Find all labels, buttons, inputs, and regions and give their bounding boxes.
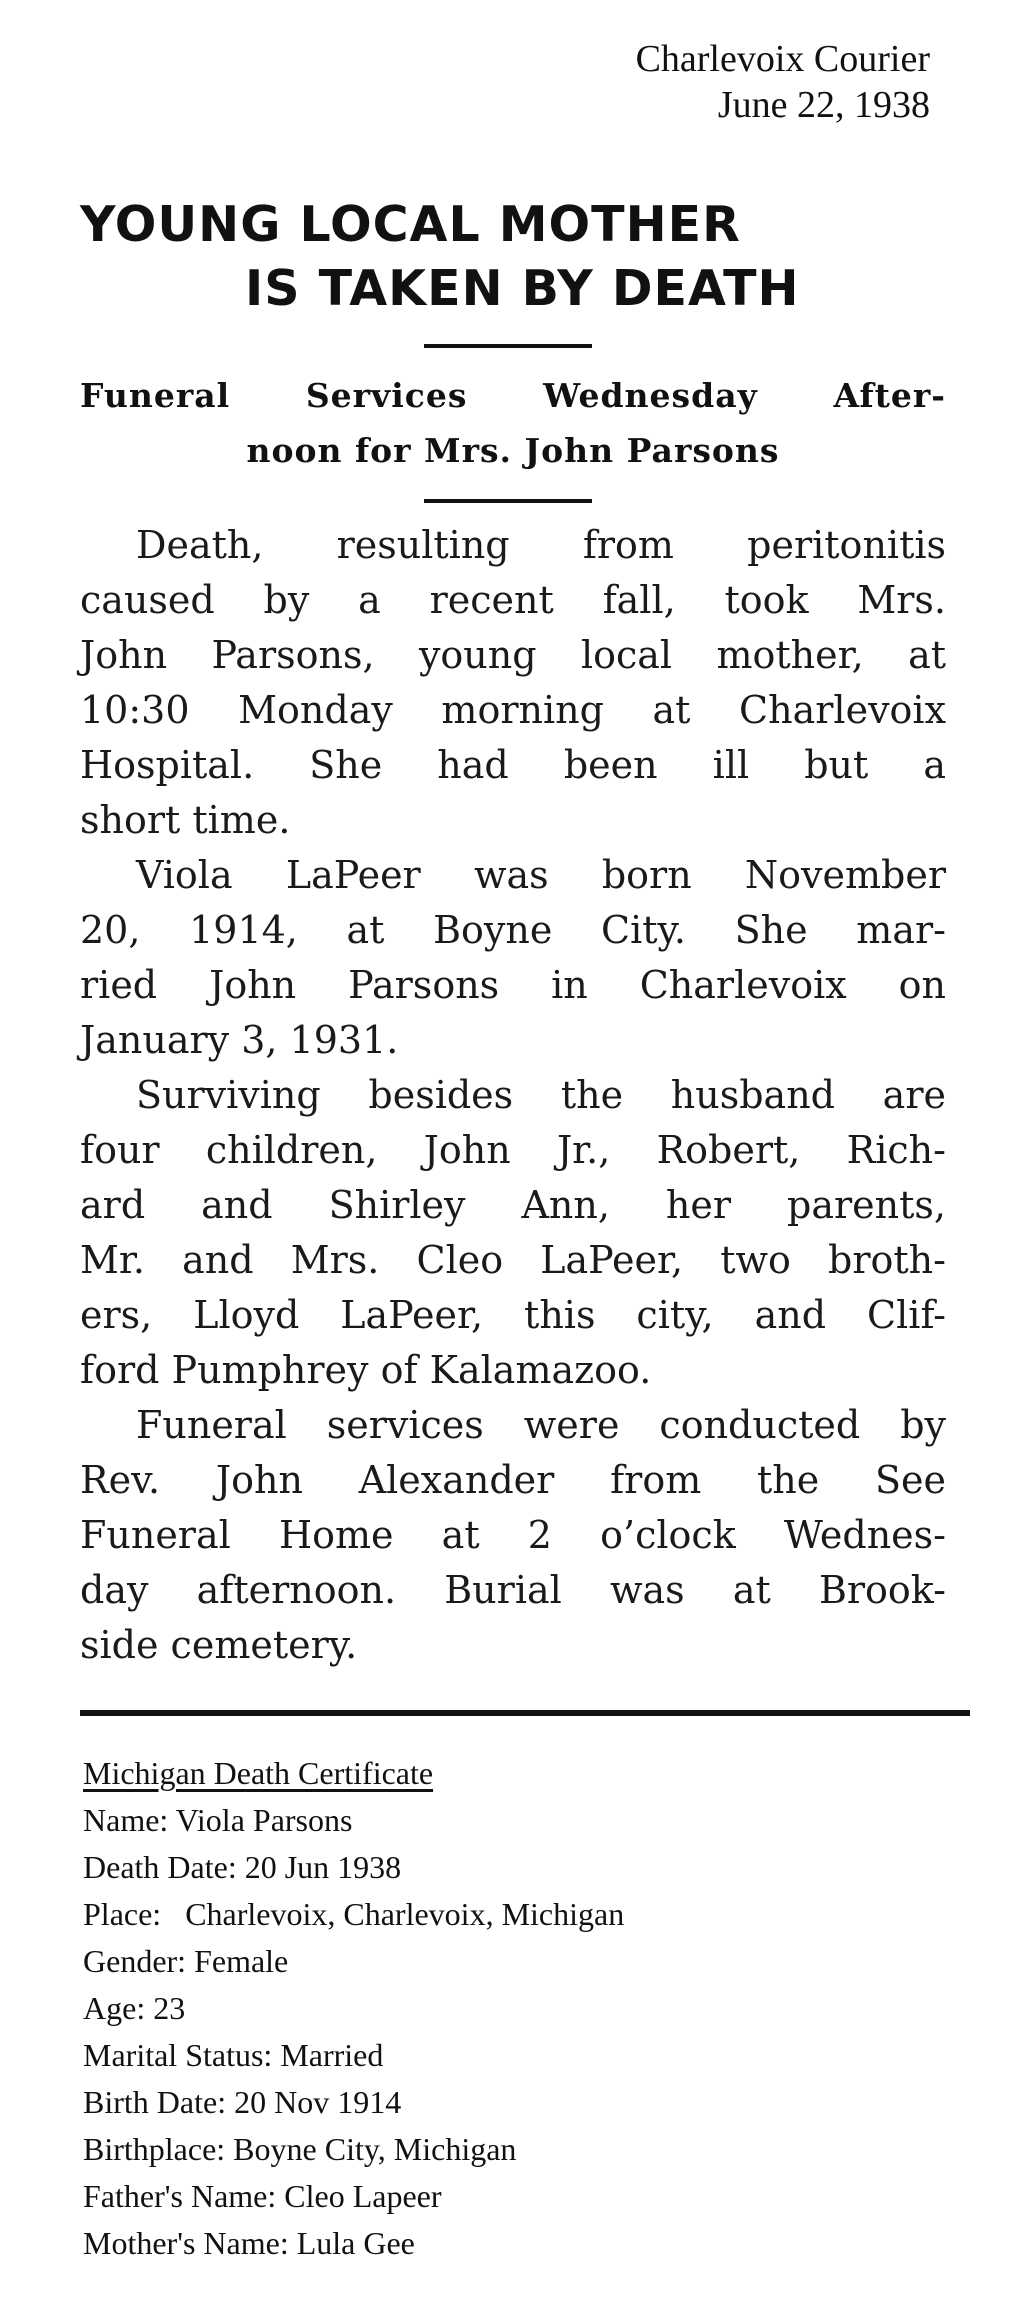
article-line: ard and Shirley Ann, her parents, (80, 1183, 946, 1227)
certificate-marital-status: Marital Status: Married (83, 2037, 384, 2073)
certificate-mother-name: Mother's Name: Lula Gee (83, 2225, 415, 2261)
subheadline-divider (424, 499, 592, 503)
article-line: Viola LaPeer was born November (136, 853, 946, 897)
article-line: side cemetery. (80, 1623, 358, 1667)
article-line: January 3, 1931. (80, 1018, 399, 1062)
article-body (80, 518, 946, 1673)
source-citation (636, 36, 930, 128)
article-paragraph (80, 518, 946, 848)
article-line: 20, 1914, at Boyne City. She mar- (80, 908, 946, 952)
certificate-gender: Gender: Female (83, 1943, 289, 1979)
article-line: ers, Lloyd LaPeer, this city, and Clif- (80, 1293, 946, 1337)
article-line: Mr. and Mrs. Cleo LaPeer, two broth- (80, 1238, 946, 1282)
article-line: Rev. John Alexander from the See (80, 1458, 946, 1502)
article-paragraph (80, 1398, 946, 1673)
subheadline-line-2: noon for Mrs. John Parsons (246, 431, 780, 470)
article-line: Funeral services were conducted by (136, 1403, 946, 1447)
certificate-title: Michigan Death Certificate (83, 1755, 434, 1791)
section-divider (80, 1710, 970, 1716)
death-certificate (83, 1750, 624, 2267)
article-line: 10:30 Monday morning at Charlevoix (80, 688, 946, 732)
article-line: caused by a recent fall, took Mrs. (80, 578, 946, 622)
article-line: ried John Parsons in Charlevoix on (80, 963, 946, 1007)
article-line: ford Pumphrey of Kalamazoo. (80, 1348, 652, 1392)
article-line: John Parsons, young local mother, at (80, 633, 946, 677)
article-line: Surviving besides the husband are (136, 1073, 946, 1117)
certificate-death-date: Death Date: 20 Jun 1938 (83, 1849, 402, 1885)
article-line: Hospital. She had been ill but a (80, 743, 946, 787)
subheadline-line-1: Funeral Services Wednesday After- (80, 376, 946, 415)
article-paragraph (80, 1068, 946, 1398)
article-line: Funeral Home at 2 o’clock Wednes- (80, 1513, 946, 1557)
article-line: short time. (80, 798, 291, 842)
article-line: four children, John Jr., Robert, Rich- (80, 1128, 946, 1172)
certificate-name: Name: Viola Parsons (83, 1802, 353, 1838)
headline-line-1: YOUNG LOCAL MOTHER (80, 196, 741, 253)
certificate-birth-date: Birth Date: 20 Nov 1914 (83, 2084, 402, 2120)
certificate-age: Age: 23 (83, 1990, 186, 2026)
certificate-father-name: Father's Name: Cleo Lapeer (83, 2178, 442, 2214)
article-line: day afternoon. Burial was at Brook- (80, 1568, 946, 1612)
subheadline (80, 368, 946, 478)
publication-date: June 22, 1938 (717, 84, 930, 126)
article-line: Death, resulting from peritonitis (136, 523, 946, 567)
headline-divider (424, 344, 592, 348)
article-paragraph (80, 848, 946, 1068)
publication-name: Charlevoix Courier (635, 38, 930, 80)
headline-line-2: IS TAKEN BY DEATH (245, 260, 800, 317)
certificate-place: Place: Charlevoix, Charlevoix, Michigan (83, 1896, 625, 1932)
certificate-birthplace: Birthplace: Boyne City, Michigan (83, 2131, 517, 2167)
